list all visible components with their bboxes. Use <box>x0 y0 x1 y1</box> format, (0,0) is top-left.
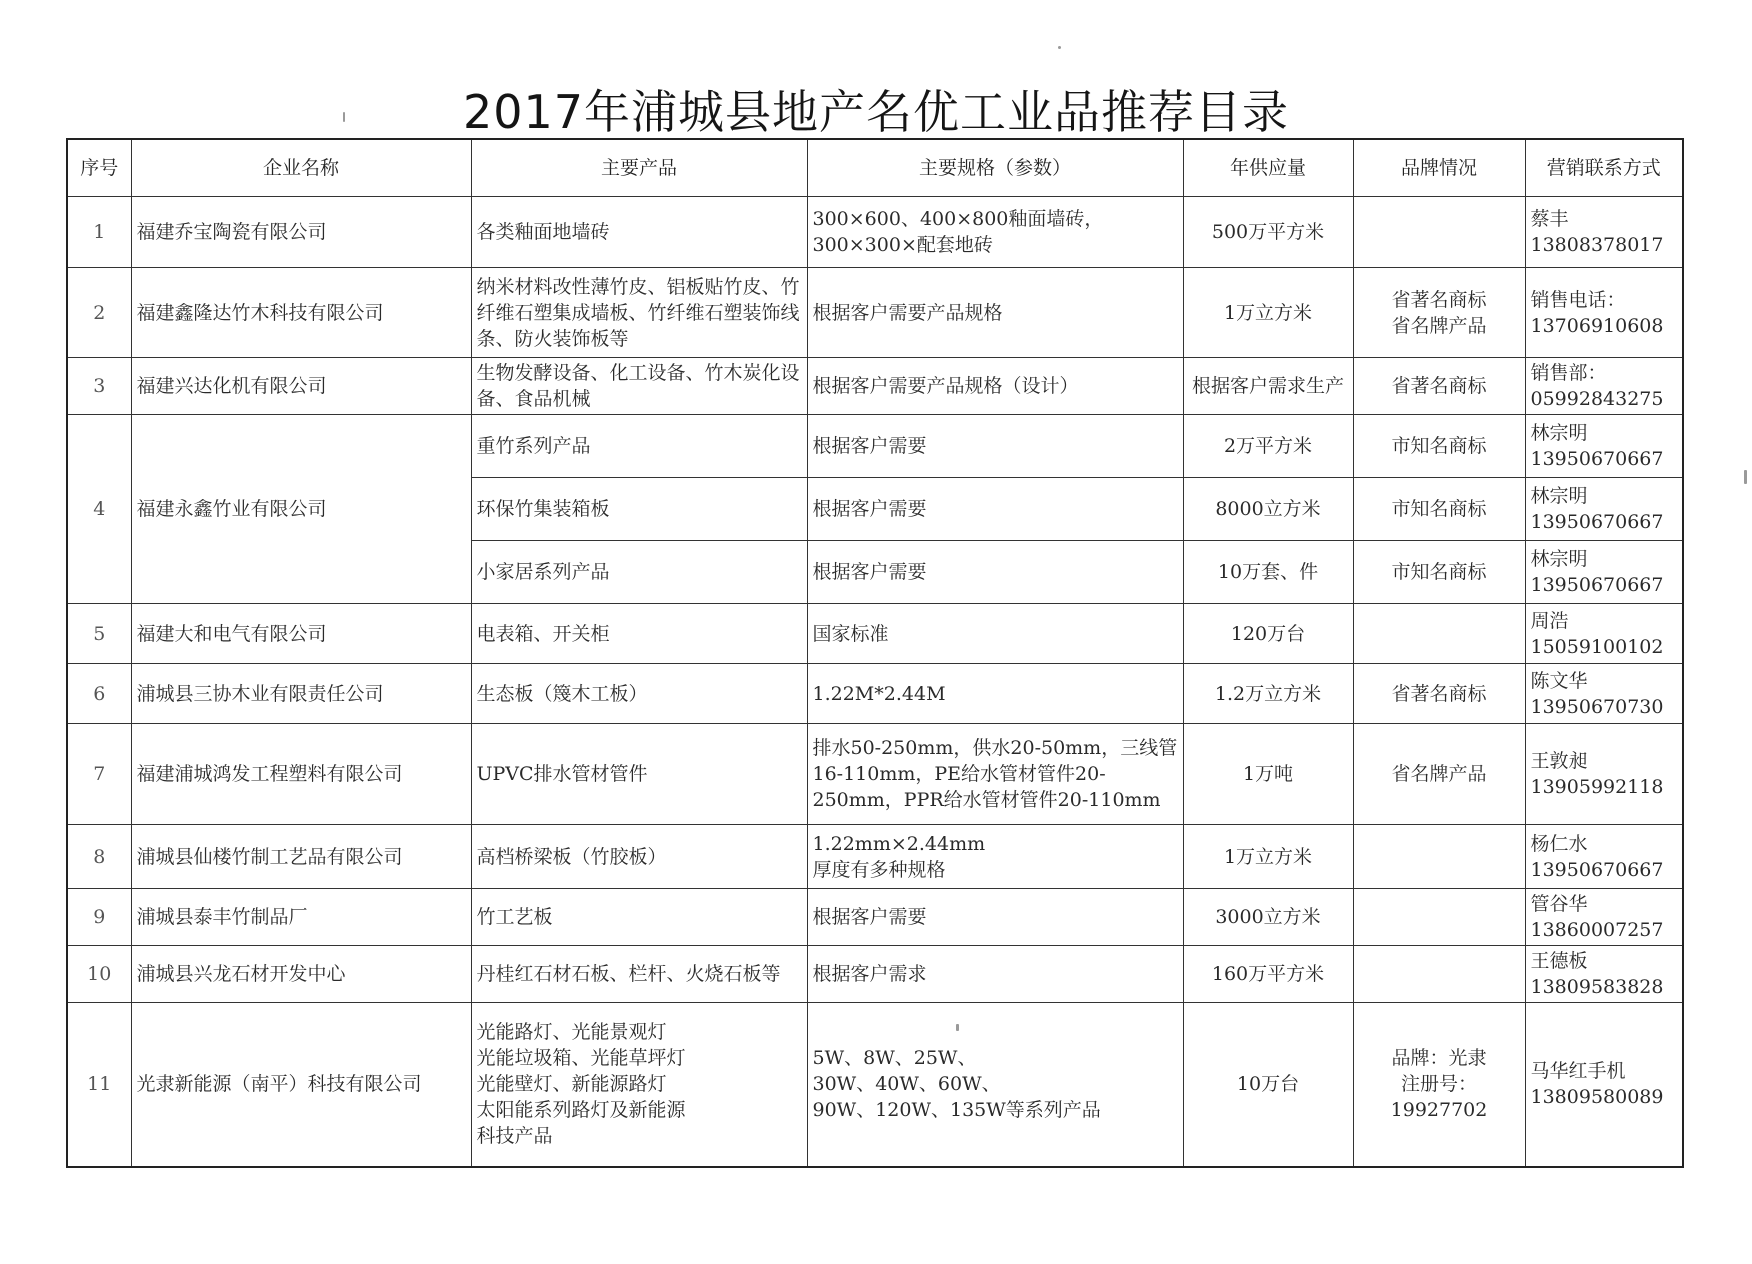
brand-line: 注册号： <box>1400 1073 1477 1096</box>
contact-name: 蔡丰 <box>1530 208 1569 230</box>
table-row <box>67 358 1683 415</box>
cell-company: 光隶新能源（南平）科技有限公司 <box>131 1003 471 1167</box>
brand-line: 品牌：光隶 <box>1391 1047 1487 1070</box>
page-title: 2017年浦城县地产名优工业品推荐目录 <box>462 85 1290 139</box>
cell-contact <box>1525 197 1683 268</box>
cell-product: 丹桂红石材石板、栏杆、火烧石板等 <box>471 946 807 1003</box>
cell-no: 11 <box>67 1003 131 1167</box>
contact-phone: 05992843275 <box>1530 388 1664 410</box>
cell-contact <box>1525 541 1683 604</box>
cell-brand <box>1353 1003 1525 1167</box>
contact-phone: 13809583828 <box>1530 976 1664 998</box>
contact-name: 王敦昶 <box>1530 750 1588 772</box>
contact-phone: 13950670667 <box>1530 858 1664 881</box>
header-spec: 主要规格（参数） <box>807 139 1183 197</box>
table-row <box>67 825 1683 889</box>
contact-name: 马华红手机 <box>1530 1060 1626 1083</box>
cell-no: 4 <box>67 415 131 604</box>
table-row <box>67 415 1683 478</box>
cell-no: 3 <box>67 358 131 415</box>
cell-spec: 根据客户需要产品规格 <box>807 268 1183 358</box>
cell-company: 浦城县兴龙石材开发中心 <box>131 946 471 1003</box>
cell-supply: 160万平方米 <box>1183 946 1353 1003</box>
brand-line: 19927702 <box>1390 1099 1488 1122</box>
cell-brand <box>1353 197 1525 268</box>
cell-product: 环保竹集装箱板 <box>471 478 807 541</box>
spec-line: 90W、120W、135W等系列产品 <box>812 1099 1101 1122</box>
cell-spec: 根据客户需求 <box>807 946 1183 1003</box>
brand-line: 省著名商标 <box>1391 288 1487 311</box>
cell-contact <box>1525 664 1683 724</box>
cell-spec: 根据客户需要 <box>807 541 1183 604</box>
contact-name: 林宗明 <box>1530 422 1588 444</box>
contact-phone: 13809580089 <box>1530 1086 1664 1109</box>
cell-no: 9 <box>67 889 131 946</box>
cell-spec: 根据客户需要 <box>807 415 1183 478</box>
contact-phone: 13950670667 <box>1530 574 1664 596</box>
cell-supply: 3000立方米 <box>1183 889 1353 946</box>
cell-brand <box>1353 604 1525 664</box>
cell-supply: 8000立方米 <box>1183 478 1353 541</box>
cell-product: 纳米材料改性薄竹皮、铝板贴竹皮、竹纤维石塑集成墙板、竹纤维石塑装饰线条、防火装饰板等 <box>471 268 807 358</box>
cell-product: 电表箱、开关柜 <box>471 604 807 664</box>
table-row <box>67 724 1683 825</box>
cell-spec: 1.22M*2.44M <box>807 664 1183 724</box>
cell-spec <box>807 825 1183 889</box>
cell-contact <box>1525 946 1683 1003</box>
cell-supply: 1万吨 <box>1183 724 1353 825</box>
scan-speck <box>1058 46 1061 49</box>
scan-speck <box>1744 470 1747 484</box>
spec-line: 1.22mm×2.44mm <box>812 832 986 855</box>
product-line: 光能壁灯、新能源路灯 <box>476 1073 667 1096</box>
contact-phone: 13950670667 <box>1530 511 1664 533</box>
cell-supply: 根据客户需求生产 <box>1183 358 1353 415</box>
cell-brand: 市知名商标 <box>1353 415 1525 478</box>
cell-supply: 10万套、件 <box>1183 541 1353 604</box>
cell-company: 福建鑫隆达竹木科技有限公司 <box>131 268 471 358</box>
spec-line: 5W、8W、25W、 <box>812 1047 977 1070</box>
table-row <box>67 604 1683 664</box>
contact-phone: 15059100102 <box>1530 635 1664 658</box>
cell-contact <box>1525 358 1683 415</box>
cell-contact <box>1525 825 1683 889</box>
cell-company: 浦城县三协木业有限责任公司 <box>131 664 471 724</box>
contact-name: 林宗明 <box>1530 548 1588 570</box>
scan-speck <box>956 1024 959 1031</box>
cell-supply: 500万平方米 <box>1183 197 1353 268</box>
scan-speck <box>343 112 345 122</box>
cell-product <box>471 1003 807 1167</box>
cell-product: 高档桥梁板（竹胶板） <box>471 825 807 889</box>
cell-no: 8 <box>67 825 131 889</box>
cell-contact <box>1525 604 1683 664</box>
cell-no: 6 <box>67 664 131 724</box>
contact-name: 林宗明 <box>1530 485 1588 507</box>
header-product: 主要产品 <box>471 139 807 197</box>
cell-company: 福建大和电气有限公司 <box>131 604 471 664</box>
cell-product: 重竹系列产品 <box>471 415 807 478</box>
cell-product: UPVC排水管材管件 <box>471 724 807 825</box>
table-header-row <box>67 139 1683 197</box>
product-line: 光能路灯、光能景观灯 <box>476 1021 667 1044</box>
cell-company: 福建乔宝陶瓷有限公司 <box>131 197 471 268</box>
cell-supply: 1万立方米 <box>1183 825 1353 889</box>
contact-name: 陈文华 <box>1530 669 1588 692</box>
cell-no: 7 <box>67 724 131 825</box>
cell-spec: 国家标准 <box>807 604 1183 664</box>
table-row <box>67 946 1683 1003</box>
cell-spec: 300×600、400×800釉面墙砖，300×300×配套地砖 <box>807 197 1183 268</box>
contact-name: 周浩 <box>1530 609 1569 632</box>
header-no: 序号 <box>67 139 131 197</box>
cell-brand <box>1353 268 1525 358</box>
cell-brand: 省著名商标 <box>1353 664 1525 724</box>
cell-contact <box>1525 415 1683 478</box>
cell-spec: 排水50-250mm，供水20-50mm，三线管16-110mm，PE给水管材管件20-250mm，PPR给水管材管件20-110mm <box>807 724 1183 825</box>
cell-product: 各类釉面地墙砖 <box>471 197 807 268</box>
contact-name: 王德板 <box>1530 950 1588 972</box>
cell-no: 5 <box>67 604 131 664</box>
cell-product: 生态板（篾木工板） <box>471 664 807 724</box>
table-row <box>67 889 1683 946</box>
cell-contact <box>1525 1003 1683 1167</box>
cell-company: 福建浦城鸿发工程塑料有限公司 <box>131 724 471 825</box>
spec-line: 30W、40W、60W、 <box>812 1073 1001 1096</box>
cell-product: 竹工艺板 <box>471 889 807 946</box>
cell-brand: 省名牌产品 <box>1353 724 1525 825</box>
table-row <box>67 1003 1683 1167</box>
cell-no: 10 <box>67 946 131 1003</box>
cell-spec: 根据客户需要 <box>807 478 1183 541</box>
cell-spec: 根据客户需要产品规格（设计） <box>807 358 1183 415</box>
cell-contact <box>1525 268 1683 358</box>
product-catalog-table <box>66 138 1684 1168</box>
contact-phone: 13860007257 <box>1530 919 1664 941</box>
cell-brand <box>1353 825 1525 889</box>
cell-no: 1 <box>67 197 131 268</box>
cell-brand <box>1353 946 1525 1003</box>
cell-contact <box>1525 724 1683 825</box>
cell-brand: 市知名商标 <box>1353 478 1525 541</box>
contact-phone: 13950670667 <box>1530 448 1664 470</box>
product-line: 光能垃圾箱、光能草坪灯 <box>476 1047 686 1070</box>
contact-name: 销售电话： <box>1530 288 1626 311</box>
cell-supply: 2万平方米 <box>1183 415 1353 478</box>
cell-company: 浦城县泰丰竹制品厂 <box>131 889 471 946</box>
product-line: 科技产品 <box>476 1125 553 1148</box>
cell-no: 2 <box>67 268 131 358</box>
cell-company: 浦城县仙楼竹制工艺品有限公司 <box>131 825 471 889</box>
brand-line: 省名牌产品 <box>1391 314 1487 337</box>
header-contact: 营销联系方式 <box>1525 139 1683 197</box>
cell-supply: 10万台 <box>1183 1003 1353 1167</box>
contact-name: 杨仁水 <box>1530 832 1588 855</box>
cell-supply: 1.2万立方米 <box>1183 664 1353 724</box>
contact-name: 管谷华 <box>1530 893 1588 915</box>
table-row <box>67 197 1683 268</box>
table-row <box>67 268 1683 358</box>
cell-product: 小家居系列产品 <box>471 541 807 604</box>
cell-brand <box>1353 889 1525 946</box>
header-brand: 品牌情况 <box>1353 139 1525 197</box>
cell-company: 福建兴达化机有限公司 <box>131 358 471 415</box>
cell-supply: 120万台 <box>1183 604 1353 664</box>
contact-name: 销售部： <box>1530 362 1607 384</box>
table-row <box>67 664 1683 724</box>
contact-phone: 13808378017 <box>1530 234 1664 256</box>
cell-contact <box>1525 478 1683 541</box>
contact-phone: 13950670730 <box>1530 695 1664 718</box>
cell-company: 福建永鑫竹业有限公司 <box>131 415 471 604</box>
product-line: 太阳能系列路灯及新能源 <box>476 1099 686 1122</box>
cell-supply: 1万立方米 <box>1183 268 1353 358</box>
cell-contact <box>1525 889 1683 946</box>
contact-phone: 13706910608 <box>1530 314 1664 337</box>
cell-spec: 根据客户需要 <box>807 889 1183 946</box>
header-supply: 年供应量 <box>1183 139 1353 197</box>
cell-product: 生物发酵设备、化工设备、竹木炭化设备、食品机械 <box>471 358 807 415</box>
cell-brand: 市知名商标 <box>1353 541 1525 604</box>
spec-line: 厚度有多种规格 <box>812 858 946 881</box>
header-company: 企业名称 <box>131 139 471 197</box>
cell-spec <box>807 1003 1183 1167</box>
cell-brand: 省著名商标 <box>1353 358 1525 415</box>
contact-phone: 13905992118 <box>1530 776 1664 798</box>
